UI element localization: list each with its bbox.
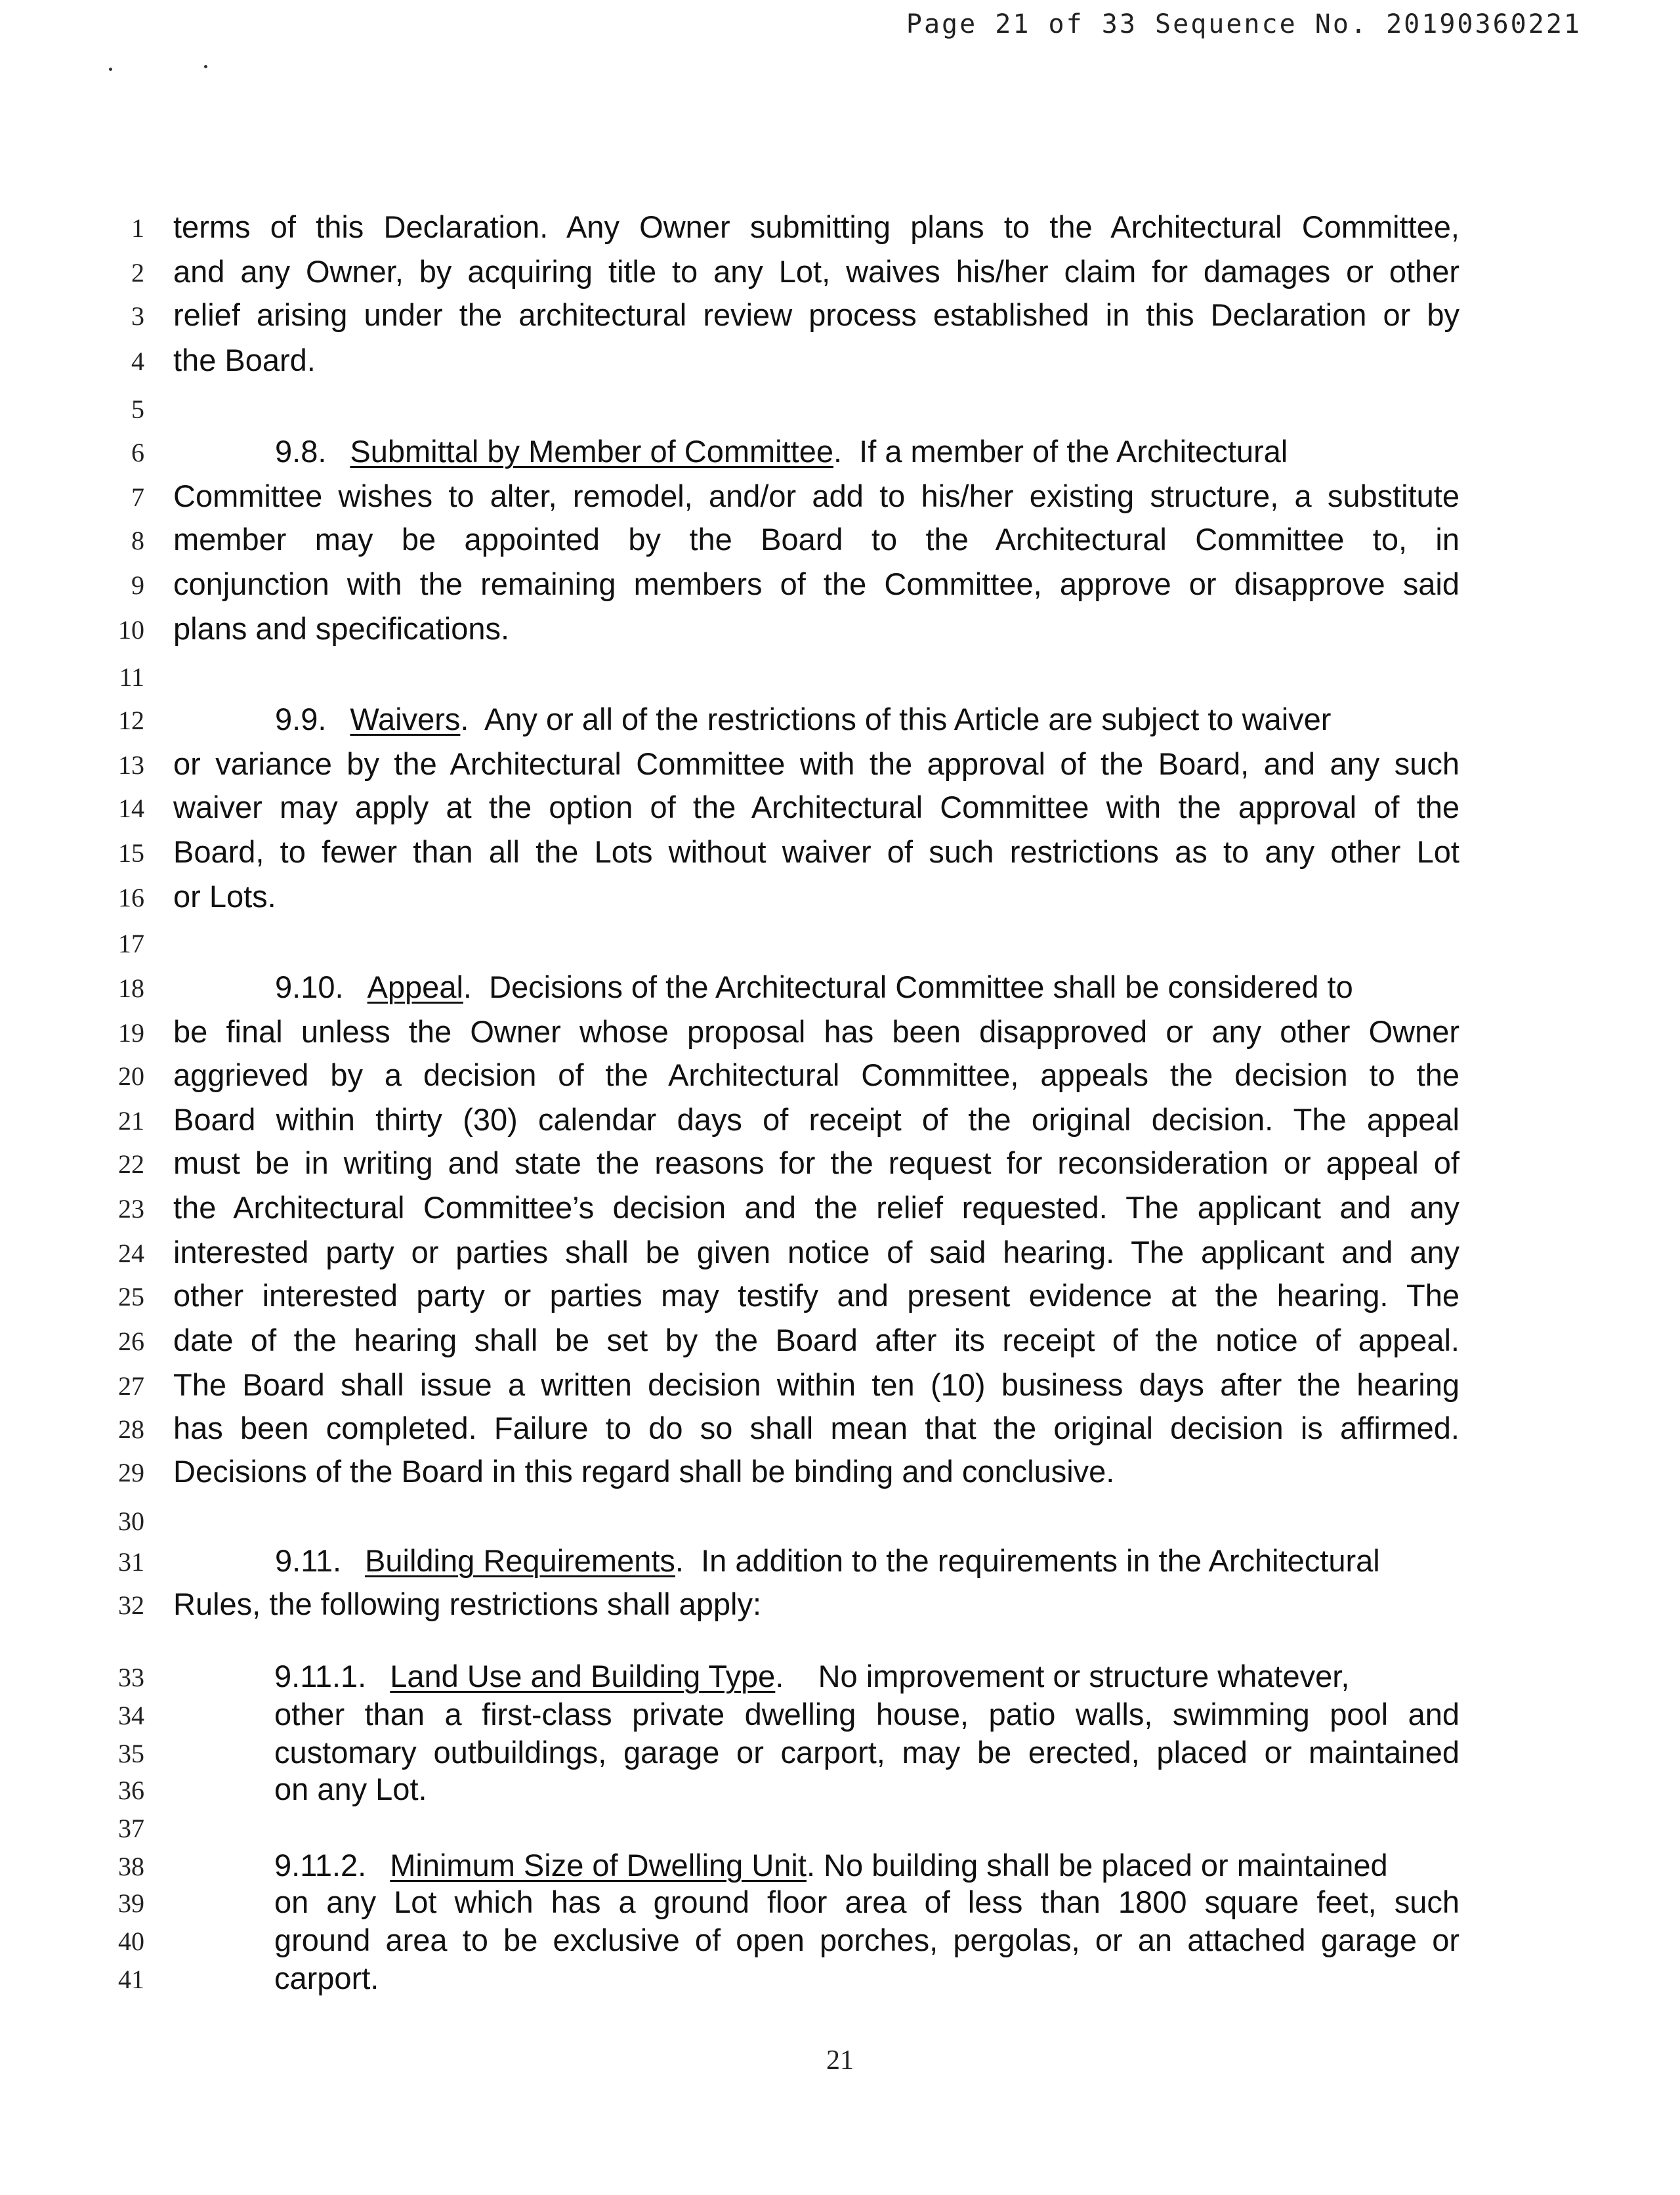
text-run: the Architectural Committee’s decision and the relief requested. The applicant and any	[173, 1192, 1460, 1225]
text-run: conjunction with the remaining members of the Committee, approve or disapprove said	[173, 568, 1460, 601]
text-line	[173, 881, 276, 912]
text-line	[173, 1192, 1460, 1230]
text-run: Decisions of the Board in this regard shall be binding and conclusive.	[173, 1454, 1115, 1489]
section-title: Appeal	[367, 970, 463, 1004]
text-run: . Any or all of the restrictions of this Article are subject to waiver	[460, 702, 1332, 736]
text-run: . If a member of the Architectural	[833, 434, 1288, 469]
text-line	[173, 613, 509, 644]
line-number: 11	[119, 662, 144, 692]
text-run: the Board.	[173, 343, 316, 377]
text-run: date of the hearing shall be set by the Board after its receipt of the notice of appeal.	[173, 1325, 1460, 1357]
text-line	[173, 1280, 1460, 1318]
line-number: 18	[118, 973, 144, 1003]
text-line	[173, 1104, 1460, 1142]
text-run: . No improvement or structure whatever,	[775, 1659, 1350, 1694]
text-run: has been completed. Failure to do so shall mean that the original decision is affirmed.	[173, 1413, 1460, 1445]
text-run: Board within thirty (30) calendar days of receipt of the original decision. The appeal	[173, 1104, 1460, 1137]
text-run: waiver may apply at the option of the Architectural Committee with the approval of the	[173, 792, 1460, 824]
line-number: 26	[118, 1327, 144, 1356]
text-run: on any Lot.	[274, 1772, 427, 1806]
text-line	[173, 256, 1460, 294]
section-number: 9.11.2.	[274, 1848, 367, 1883]
line-number: 30	[118, 1506, 144, 1536]
scan-speck	[109, 68, 112, 71]
section-number: 9.10.	[275, 970, 344, 1004]
section-number: 9.8.	[275, 434, 327, 469]
line-number: 20	[118, 1061, 144, 1091]
line-number: 2	[131, 258, 144, 288]
line-number: 21	[118, 1106, 144, 1136]
line-number: 35	[118, 1739, 144, 1768]
text-run: ground area to be exclusive of open porches, pergolas, or an attached garage or	[274, 1925, 1460, 1957]
section-heading-line	[275, 971, 1460, 1002]
line-number: 40	[118, 1927, 144, 1956]
line-number: 25	[118, 1282, 144, 1311]
text-line	[173, 748, 1460, 786]
text-line	[173, 1147, 1460, 1185]
text-line	[173, 480, 1460, 519]
section-number: 9.11.1.	[274, 1659, 367, 1694]
text-line	[274, 1925, 1460, 1963]
line-number: 38	[118, 1852, 144, 1881]
text-line	[173, 211, 1460, 249]
line-number: 3	[131, 301, 144, 331]
text-line	[173, 1237, 1460, 1275]
line-number: 22	[118, 1149, 144, 1179]
text-run: and any Owner, by acquiring title to any Lot, waives his/her claim for damages or other	[173, 256, 1460, 289]
text-run: relief arising under the architectural review process established in this Declaration or by	[173, 299, 1460, 332]
text-run: plans and specifications.	[173, 611, 510, 646]
line-number: 28	[118, 1415, 144, 1444]
section-number: 9.9.	[275, 702, 327, 736]
text-line	[274, 1699, 1460, 1737]
line-number: 32	[118, 1590, 144, 1620]
text-line	[173, 836, 1460, 874]
line-number: 19	[118, 1018, 144, 1048]
section-title: Building Requirements	[365, 1543, 675, 1578]
section-title: Submittal by Member of Committee	[350, 434, 833, 469]
section-title: Minimum Size of Dwelling Unit	[390, 1848, 807, 1883]
line-number: 12	[118, 706, 144, 735]
text-line	[173, 568, 1460, 607]
text-run: carport.	[274, 1961, 379, 1995]
text-run: on any Lot which has a ground floor area of less than 1800 square feet, such	[274, 1886, 1460, 1919]
line-number: 17	[118, 929, 144, 958]
text-run: . In addition to the requirements in the Architectural	[675, 1543, 1380, 1578]
line-number: 8	[131, 526, 144, 555]
text-line	[274, 1886, 1460, 1925]
text-run: interested party or parties shall be given notice of said hearing. The applicant and any	[173, 1237, 1460, 1269]
text-run: Board, to fewer than all the Lots without waiver of such restrictions as to any other Lot	[173, 836, 1460, 869]
text-run: customary outbuildings, garage or carport, may be erected, placed or maintained	[274, 1737, 1460, 1770]
text-run: aggrieved by a decision of the Architectural Committee, appeals the decision to the	[173, 1059, 1460, 1092]
line-number: 33	[118, 1663, 144, 1692]
text-line	[173, 1456, 1114, 1487]
text-run: or Lots.	[173, 879, 276, 914]
line-number: 1	[131, 213, 144, 243]
line-number: 6	[131, 438, 144, 467]
text-run: or variance by the Architectural Committee with the approval of the Board, and any such	[173, 748, 1460, 781]
line-number: 5	[131, 394, 144, 424]
line-number: 24	[118, 1239, 144, 1268]
line-number: 29	[118, 1458, 144, 1487]
text-line	[173, 299, 1460, 337]
text-run: . Decisions of the Architectural Committee shall be considered to	[463, 970, 1353, 1004]
line-number: 10	[118, 615, 144, 645]
line-number: 39	[118, 1888, 144, 1918]
text-run: terms of this Declaration. Any Owner submitting plans to the Architectural Committee,	[173, 211, 1460, 244]
section-heading-line	[274, 1850, 1460, 1881]
section-number: 9.11.	[275, 1543, 342, 1578]
line-number: 13	[118, 750, 144, 780]
text-line	[274, 1737, 1460, 1775]
line-number: 9	[131, 570, 144, 600]
text-run: Committee wishes to alter, remodel, and/or add to his/her existing structure, a substitute	[173, 480, 1460, 513]
text-line	[173, 1588, 761, 1619]
text-line	[274, 1963, 379, 1993]
page-header: Page 21 of 33 Sequence No. 20190360221	[906, 9, 1582, 39]
line-number: 34	[118, 1701, 144, 1730]
line-number: 15	[118, 838, 144, 868]
line-number: 4	[131, 347, 144, 376]
line-number: 27	[118, 1371, 144, 1401]
line-number: 16	[118, 883, 144, 912]
line-number: 7	[131, 482, 144, 512]
text-line	[173, 345, 316, 375]
text-run: The Board shall issue a written decision within ten (10) business days after the hearing	[173, 1369, 1460, 1402]
line-number: 23	[118, 1194, 144, 1224]
page-number: 21	[826, 2045, 854, 2076]
text-run: other than a first-class private dwelling house, patio walls, swimming pool and	[274, 1699, 1460, 1732]
line-number: 37	[118, 1814, 144, 1843]
section-title: Waivers	[350, 702, 461, 736]
section-heading-line	[275, 704, 1460, 735]
text-line	[274, 1774, 427, 1804]
text-run: . No building shall be placed or maintained	[806, 1848, 1388, 1883]
line-number: 14	[118, 794, 144, 823]
section-heading-line	[274, 1661, 1460, 1692]
scan-speck	[204, 65, 207, 68]
text-line	[173, 1059, 1460, 1098]
line-number: 41	[118, 1965, 144, 1994]
text-line	[173, 1016, 1460, 1054]
text-run: member may be appointed by the Board to the Architectural Committee to, in	[173, 524, 1460, 557]
text-run: other interested party or parties may testify and present evidence at the hearing. The	[173, 1280, 1460, 1313]
line-number: 31	[118, 1547, 144, 1577]
text-line	[173, 792, 1460, 830]
text-line	[173, 1413, 1460, 1451]
section-heading-line	[275, 1545, 1460, 1576]
text-run: be final unless the Owner whose proposal has been disapproved or any other Owner	[173, 1016, 1460, 1049]
line-number: 36	[118, 1776, 144, 1805]
text-line	[173, 524, 1460, 562]
section-heading-line	[275, 436, 1460, 467]
text-run: Rules, the following restrictions shall apply:	[173, 1587, 762, 1621]
text-line	[173, 1325, 1460, 1363]
text-run: must be in writing and state the reasons for the request for reconsideration or appeal of	[173, 1147, 1460, 1180]
text-line	[173, 1369, 1460, 1407]
section-title: Land Use and Building Type	[390, 1659, 776, 1694]
